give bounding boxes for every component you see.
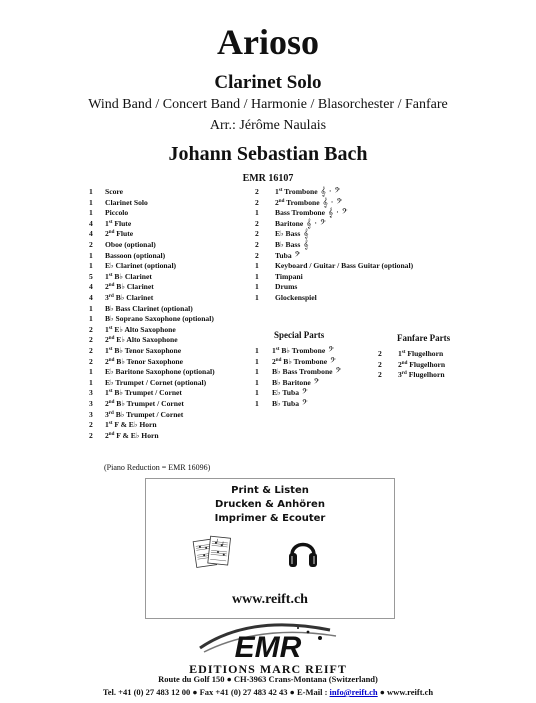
part-name: 2nd B♭ Tenor Saxophone (105, 356, 184, 366)
clef-icon: 𝄢 (310, 377, 320, 388)
part-quantity: 2 (255, 197, 259, 207)
part-quantity: 1 (89, 250, 93, 260)
part-name: 1st Flute (105, 218, 132, 228)
clef-icon: 𝄢 (299, 388, 308, 399)
subtitle: Clarinet Solo (214, 72, 322, 93)
part-name: B♭ Bass Clarinet (optional) (105, 303, 193, 313)
part-quantity: 2 (89, 324, 93, 334)
clef-icon: 𝄞 (300, 240, 309, 250)
part-quantity: 1 (89, 314, 93, 324)
part-quantity: 1 (255, 377, 259, 387)
part-quantity: 2 (89, 430, 93, 440)
clef-icon: 𝄢 (332, 367, 342, 378)
arranger: Arr.: Jérôme Naulais (209, 118, 327, 133)
part-name: 1st Flugelhorn (398, 349, 444, 358)
part-quantity: 2 (378, 370, 382, 380)
part-name: Score (105, 187, 123, 196)
part-quantity: 1 (255, 388, 259, 398)
drucken-label: Drucken & Anhören (215, 499, 325, 510)
part-quantity: 1 (89, 187, 93, 196)
part-quantity: 1 (255, 208, 259, 218)
part-quantity: 4 (89, 229, 93, 239)
catalog-number: EMR 16107 (242, 173, 294, 184)
part-quantity: 3 (89, 388, 93, 398)
part-quantity: 2 (89, 356, 93, 366)
part-name: 2nd E♭ Alto Saxophone (105, 335, 178, 345)
part-name: E♭ Trumpet / Cornet (optional) (105, 377, 207, 387)
part-quantity: 2 (255, 187, 259, 196)
clef-icon: 𝄢 (291, 250, 301, 261)
part-quantity: 1 (89, 208, 93, 218)
contact-phone-fax: Tel. +41 (0) 27 483 12 00 ● Fax +41 (0) 27 483 42 43 ● E-Mail : (102, 687, 330, 697)
part-name: 3rd Flugelhorn (398, 370, 445, 380)
part-quantity: 1 (255, 367, 259, 377)
part-quantity: 1 (255, 282, 259, 292)
part-quantity: 1 (89, 261, 93, 271)
clef-icon: 𝄢 (325, 346, 334, 356)
part-name: B♭ Tuba 𝄢 (272, 399, 308, 409)
publisher-contact (0, 687, 536, 697)
sheet-music-icon (192, 534, 232, 570)
headphones-icon (287, 535, 319, 571)
part-quantity: 1 (89, 367, 93, 377)
clef-icon: 𝄢 (299, 399, 308, 409)
part-quantity: 2 (89, 335, 93, 345)
part-name: E♭ Baritone Saxophone (optional) (105, 367, 215, 377)
part-name: 1st F & E♭ Horn (105, 420, 157, 430)
part-quantity: 2 (255, 250, 259, 260)
part-quantity: 1 (89, 377, 93, 387)
fanfare-parts-heading: Fanfare Parts (397, 333, 451, 343)
part-name: B♭ Baritone 𝄢 (272, 377, 320, 388)
part-name: B♭ Soprano Saxophone (optional) (105, 314, 214, 324)
part-name: Bass Trombone 𝄞 · 𝄢 (275, 208, 348, 219)
parts-list-brass (255, 187, 455, 307)
part-quantity: 1 (255, 271, 259, 281)
part-name: 1st E♭ Alto Saxophone (105, 324, 176, 334)
part-name: 2nd Trombone 𝄞 · 𝄢 (275, 197, 343, 208)
part-name: Clarinet Solo (105, 197, 148, 207)
part-name: 1st B♭ Trumpet / Cornet (105, 388, 182, 398)
emr-logo (190, 618, 346, 662)
special-parts-heading: Special Parts (274, 330, 325, 340)
part-quantity: 2 (255, 229, 259, 239)
imprimer-label: Imprimer & Ecouter (214, 513, 326, 524)
part-quantity: 1 (255, 399, 259, 408)
part-name: 1st B♭ Trombone 𝄢 (272, 346, 334, 356)
clef-icon: 𝄞 · 𝄢 (317, 187, 341, 197)
part-name: Timpani (275, 271, 303, 281)
part-quantity: 5 (89, 271, 93, 281)
page-title: Arioso (217, 22, 319, 62)
part-name: Tuba 𝄢 (275, 250, 301, 261)
band-types: Wind Band / Concert Band / Harmonie / Blasorchester / Fanfare (88, 97, 448, 112)
part-name: B♭ Bass 𝄞 (275, 240, 309, 250)
part-name: Baritone 𝄞 · 𝄢 (275, 218, 326, 229)
part-quantity: 1 (89, 303, 93, 313)
publisher-address: Route du Golf 150 ● CH-3963 Crans-Montana (Switzerland) (158, 674, 378, 684)
part-quantity: 2 (89, 420, 93, 430)
part-quantity: 3 (89, 409, 93, 419)
part-quantity: 1 (255, 293, 259, 302)
composer: Johann Sebastian Bach (168, 143, 368, 165)
part-name: B♭ Bass Trombone 𝄢 (272, 367, 342, 378)
clef-icon: 𝄢 (327, 356, 336, 367)
part-name: E♭ Tuba 𝄢 (272, 388, 308, 399)
part-quantity: 2 (255, 218, 259, 228)
part-quantity: 1 (255, 346, 259, 355)
part-quantity: 2 (378, 359, 382, 369)
part-quantity: 2 (255, 240, 259, 249)
part-quantity: 2 (89, 240, 93, 249)
part-quantity: 4 (89, 218, 93, 228)
part-quantity: 2 (378, 349, 382, 358)
contact-web: ● www.reift.ch (377, 687, 434, 697)
part-name: 3rd B♭ Clarinet (105, 293, 154, 302)
part-name: E♭ Clarinet (optional) (105, 261, 177, 271)
part-name: Piccolo (105, 208, 129, 218)
print-listen-box (145, 478, 395, 619)
part-quantity: 4 (89, 282, 93, 292)
part-quantity: 2 (89, 346, 93, 355)
part-name: Glockenspiel (275, 293, 317, 302)
part-name: 1st B♭ Tenor Saxophone (105, 346, 182, 355)
clef-icon: 𝄞 · 𝄢 (319, 197, 343, 208)
part-quantity: 1 (89, 197, 93, 207)
part-name: 2nd F & E♭ Horn (105, 430, 159, 440)
part-quantity: 1 (255, 261, 259, 271)
part-name: Bassoon (optional) (105, 250, 166, 260)
part-name: Keyboard / Guitar / Bass Guitar (optional) (275, 261, 414, 271)
part-name: E♭ Bass 𝄞 (275, 229, 309, 240)
part-name: 2nd Flugelhorn (398, 359, 446, 369)
part-name: 2nd B♭ Trombone 𝄢 (272, 356, 336, 367)
clef-icon: 𝄞 · 𝄢 (325, 208, 348, 219)
part-quantity: 3 (89, 399, 93, 408)
part-name: Drums (275, 282, 298, 292)
part-name: Oboe (optional) (105, 240, 156, 249)
publisher-name: EDITIONS MARC REIFT (189, 662, 347, 676)
part-name: 2nd B♭ Trumpet / Cornet (105, 399, 184, 408)
piano-reduction-note: (Piano Reduction = EMR 16096) (104, 463, 211, 472)
part-name: 1st B♭ Clarinet (105, 271, 152, 281)
print-listen-label: Print & Listen (231, 485, 309, 496)
clef-icon: 𝄞 (300, 229, 309, 240)
parts-list-main (89, 187, 259, 447)
special-parts-list (255, 346, 375, 416)
part-name: 1st Trombone 𝄞 · 𝄢 (275, 187, 341, 197)
part-quantity: 1 (255, 356, 259, 366)
part-name: 3rd B♭ Trumpet / Cornet (105, 409, 184, 419)
clef-icon: 𝄞 · 𝄢 (303, 218, 326, 229)
logo-text: EMR (234, 631, 302, 662)
email-link[interactable]: info@reift.ch (329, 687, 378, 697)
part-name: 2nd Flute (105, 229, 134, 239)
part-name: 2nd B♭ Clarinet (105, 282, 154, 292)
part-quantity: 4 (89, 293, 93, 302)
website-link[interactable]: www.reift.ch (232, 592, 308, 607)
fanfare-parts-list (378, 349, 488, 385)
